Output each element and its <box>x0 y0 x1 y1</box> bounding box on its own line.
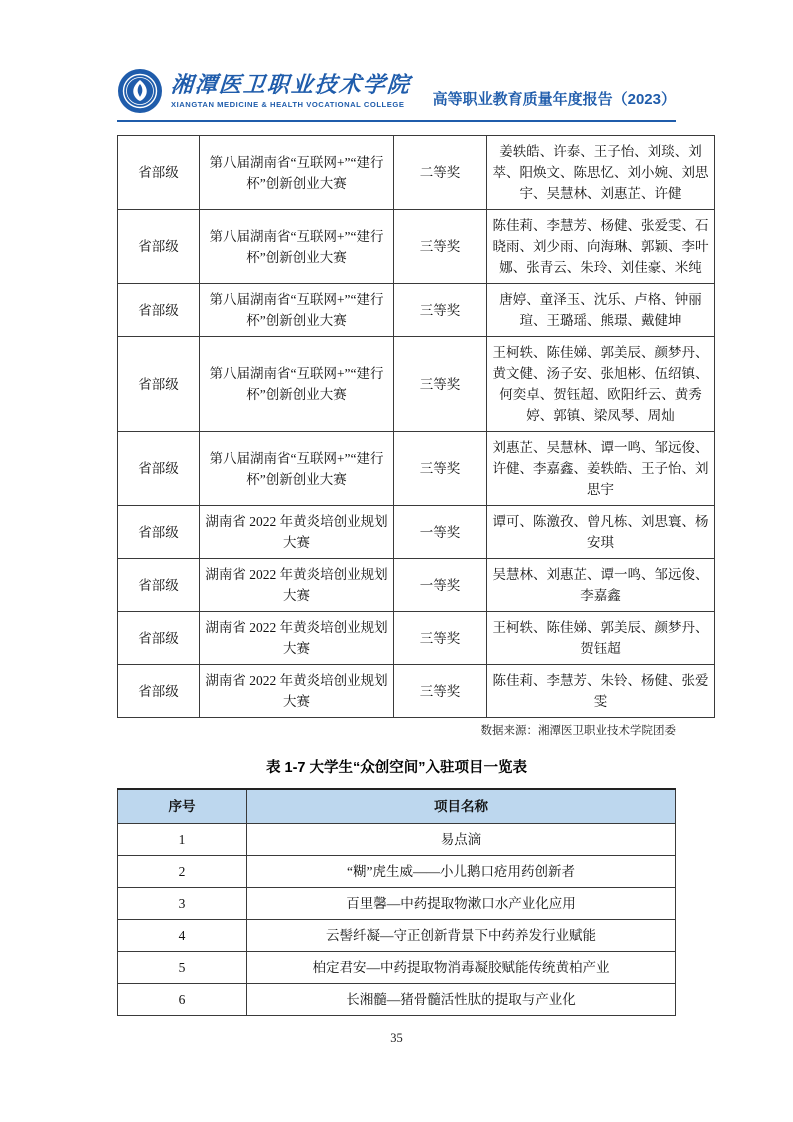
awards-table-row <box>118 337 715 432</box>
award-cell: 二等奖 <box>394 136 487 210</box>
projects-table-row <box>118 888 676 920</box>
competition-cell: 湖南省 2022 年黄炎培创业规划大赛 <box>200 559 394 612</box>
projects-table-row <box>118 952 676 984</box>
level-cell: 省部级 <box>118 665 200 718</box>
school-brand <box>117 68 411 114</box>
school-logo-icon <box>117 68 163 114</box>
project-name-cell: “糊”虎生威——小儿鹅口疮用药创新者 <box>247 856 676 888</box>
project-name-cell: 易点滴 <box>247 824 676 856</box>
col-header-project-name: 项目名称 <box>247 789 676 824</box>
awards-table-row <box>118 506 715 559</box>
level-cell: 省部级 <box>118 210 200 284</box>
awards-table-body <box>118 136 715 718</box>
competition-cell: 第八届湖南省“互联网+”“建行杯”创新创业大赛 <box>200 284 394 337</box>
page-number: 35 <box>390 1031 403 1045</box>
header-divider <box>117 120 676 122</box>
awards-table-row <box>118 284 715 337</box>
competition-cell: 湖南省 2022 年黄炎培创业规划大赛 <box>200 612 394 665</box>
projects-table-row <box>118 984 676 1016</box>
projects-table-row <box>118 856 676 888</box>
award-cell: 三等奖 <box>394 612 487 665</box>
awards-table-row <box>118 432 715 506</box>
awards-table-row <box>118 210 715 284</box>
school-name: 湘潭医卫职业技术学院 <box>170 72 412 98</box>
project-name-cell: 柏定君安—中药提取物消毒凝胶赋能传统黄柏产业 <box>247 952 676 984</box>
award-cell: 三等奖 <box>394 210 487 284</box>
winners-cell: 谭可、陈激孜、曾凡栋、刘思寰、杨安琪 <box>487 506 715 559</box>
winners-cell: 陈佳莉、李慧芳、朱铃、杨健、张爱雯 <box>487 665 715 718</box>
project-index-cell: 2 <box>118 856 247 888</box>
project-index-cell: 3 <box>118 888 247 920</box>
projects-table-body <box>118 824 676 1016</box>
winners-cell: 王柯轶、陈佳娣、郭美辰、颜梦丹、贺钰超 <box>487 612 715 665</box>
award-cell: 三等奖 <box>394 665 487 718</box>
winners-cell: 吴慧林、刘惠芷、谭一鸣、邹远俊、李嘉鑫 <box>487 559 715 612</box>
school-name-english: XIANGTAN MEDICINE & HEALTH VOCATIONAL COLLEGE <box>171 99 405 109</box>
project-index-cell: 5 <box>118 952 247 984</box>
competition-cell: 第八届湖南省“互联网+”“建行杯”创新创业大赛 <box>200 210 394 284</box>
award-cell: 三等奖 <box>394 337 487 432</box>
competition-cell: 第八届湖南省“互联网+”“建行杯”创新创业大赛 <box>200 136 394 210</box>
award-cell: 三等奖 <box>394 432 487 506</box>
projects-table-row <box>118 920 676 952</box>
level-cell: 省部级 <box>118 136 200 210</box>
project-index-cell: 1 <box>118 824 247 856</box>
project-name-cell: 云髻纤凝—守正创新背景下中药养发行业赋能 <box>247 920 676 952</box>
level-cell: 省部级 <box>118 337 200 432</box>
winners-cell: 刘惠芷、吴慧林、谭一鸣、邹远俊、许健、李嘉鑫、姜轶皓、王子怡、刘思宇 <box>487 432 715 506</box>
award-cell: 三等奖 <box>394 284 487 337</box>
projects-table-row <box>118 824 676 856</box>
awards-table-row <box>118 136 715 210</box>
competition-cell: 第八届湖南省“互联网+”“建行杯”创新创业大赛 <box>200 432 394 506</box>
project-name-cell: 百里馨—中药提取物漱口水产业化应用 <box>247 888 676 920</box>
page-content <box>117 0 709 1046</box>
level-cell: 省部级 <box>118 432 200 506</box>
page-header <box>117 66 676 116</box>
competition-cell: 第八届湖南省“互联网+”“建行杯”创新创业大赛 <box>200 337 394 432</box>
winners-cell: 王柯轶、陈佳娣、郭美辰、颜梦丹、黄文健、汤子安、张旭彬、伍绍镇、何奕卓、贺钰超、欧阳纤云、黄秀婷、郭镇、梁凤琴、周灿 <box>487 337 715 432</box>
projects-table-head <box>118 789 676 824</box>
level-cell: 省部级 <box>118 506 200 559</box>
awards-table-row <box>118 559 715 612</box>
data-source-note: 数据来源：湘潭医卫职业技术学院团委 <box>480 725 676 737</box>
projects-table <box>117 788 676 1016</box>
project-index-cell: 6 <box>118 984 247 1016</box>
project-name-cell: 长湘髓—猪骨髓活性肽的提取与产业化 <box>247 984 676 1016</box>
awards-table <box>117 135 715 718</box>
projects-table-title: 表 1-7 大学生“众创空间”入驻项目一览表 <box>265 760 527 776</box>
winners-cell: 唐婷、童泽玉、沈乐、卢格、钟丽瑄、王璐瑶、熊璟、戴健坤 <box>487 284 715 337</box>
projects-header-row <box>118 789 676 824</box>
level-cell: 省部级 <box>118 284 200 337</box>
report-title: 高等职业教育质量年度报告（2023） <box>432 90 676 108</box>
level-cell: 省部级 <box>118 612 200 665</box>
winners-cell: 陈佳莉、李慧芳、杨健、张爱雯、石晓雨、刘少雨、向海琳、郭颖、李叶娜、张青云、朱玲、刘佳豪、米纯 <box>487 210 715 284</box>
competition-cell: 湖南省 2022 年黄炎培创业规划大赛 <box>200 665 394 718</box>
level-cell: 省部级 <box>118 559 200 612</box>
project-index-cell: 4 <box>118 920 247 952</box>
school-name-block <box>171 73 411 108</box>
winners-cell: 姜轶皓、许泰、王子怡、刘琰、刘萃、阳焕文、陈思忆、刘小婉、刘思宇、吴慧林、刘惠芷、许健 <box>487 136 715 210</box>
competition-cell: 湖南省 2022 年黄炎培创业规划大赛 <box>200 506 394 559</box>
col-header-index: 序号 <box>118 789 247 824</box>
awards-table-row <box>118 665 715 718</box>
awards-table-row <box>118 612 715 665</box>
award-cell: 一等奖 <box>394 506 487 559</box>
award-cell: 一等奖 <box>394 559 487 612</box>
